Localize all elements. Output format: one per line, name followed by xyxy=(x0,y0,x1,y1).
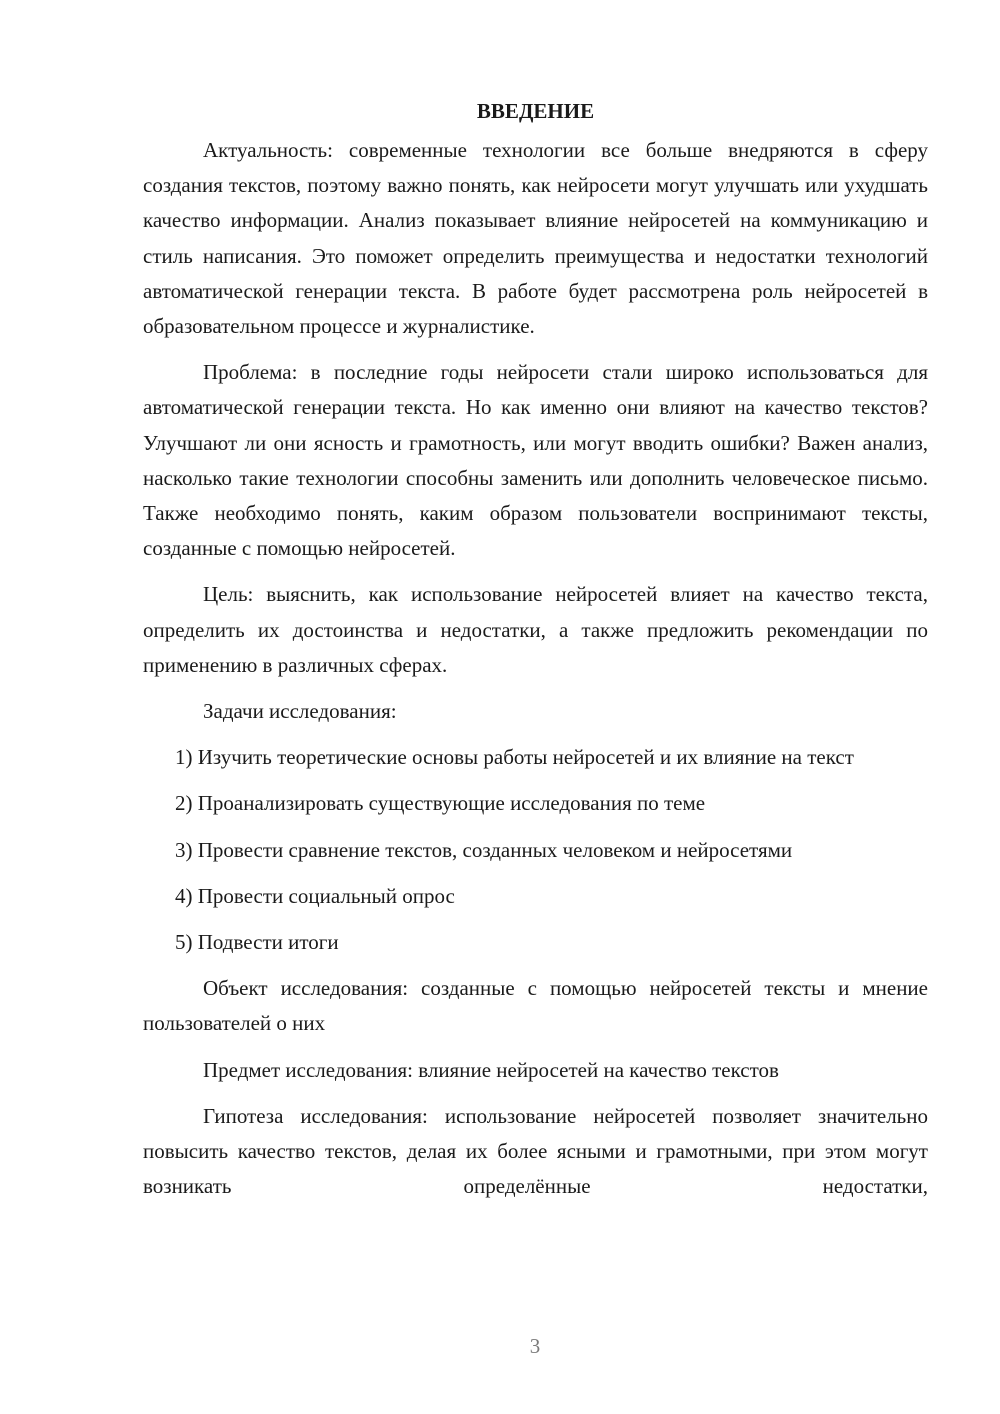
tasks-list xyxy=(143,740,928,960)
task-item: 1) Изучить теоретические основы работы нейросетей и их влияние на текст xyxy=(175,745,854,770)
goal-paragraph: Цель: выяснить, как использование нейросетей влияет на качество текста, определить их достоинства и недостатки, а также предложить рекомендации по применению в различных сферах. xyxy=(143,582,928,677)
tasks-title: Задачи исследования: xyxy=(203,699,397,724)
task-item: 2) Проанализировать существующие исследования по теме xyxy=(175,791,706,816)
page-content xyxy=(143,96,928,1215)
object-paragraph: Объект исследования: созданные с помощью нейросетей тексты и мнение пользователей о них xyxy=(143,976,928,1036)
problem-paragraph: Проблема: в последние годы нейросети стали широко использоваться для автоматической генерации текста. Но как именно они влияют на качество текстов? Улучшают ли они ясность и грамотность, или могут вводить ошибки? Важен анализ, насколько такие технологии способны заменить или дополнить человеческое письмо. Также необходимо понять, каким образом пользователи воспринимают тексты, созданные с помощью нейросетей. xyxy=(143,360,928,561)
relevance-paragraph: Актуальность: современные технологии все больше внедряются в сферу создания текстов, поэтому важно понять, как нейросети могут улучшать или ухудшать качество информации. Анализ показывает влияние нейросетей на коммуникацию и стиль написания. Это поможет определить преимущества и недостатки технологий автоматической генерации текста. В работе будет рассмотрена роль нейросетей в образовательном процессе и журналистике. xyxy=(143,138,928,339)
subject-paragraph: Предмет исследования: влияние нейросетей на качество текстов xyxy=(203,1057,779,1082)
task-item: 3) Провести сравнение текстов, созданных человеком и нейросетями xyxy=(175,837,793,862)
page-number: 3 xyxy=(529,1334,541,1358)
hypothesis-paragraph: Гипотеза исследования: использование нейросетей позволяет значительно повысить качество текстов, делая их более ясными и грамотными, при этом могут возникать определённые недостатки, xyxy=(143,1103,928,1199)
task-item: 5) Подвести итоги xyxy=(175,930,339,955)
section-heading: ВВЕДЕНИЕ xyxy=(476,99,595,123)
task-item: 4) Провести социальный опрос xyxy=(175,883,455,908)
